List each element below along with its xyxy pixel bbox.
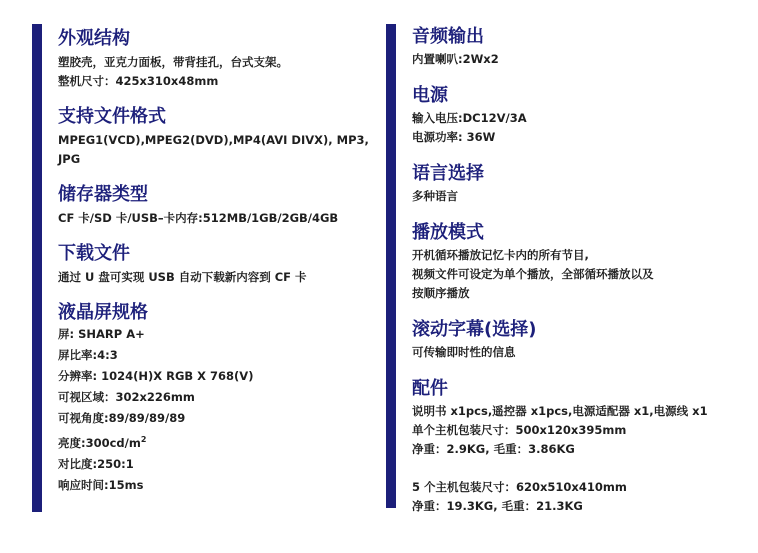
section-title-appearance: 外观结构 xyxy=(58,28,130,49)
file-formats-line-2: JPG xyxy=(58,152,81,166)
left-spec-column xyxy=(32,24,382,512)
lcd-line-response-time: 响应时间:15ms xyxy=(58,477,144,492)
lcd-brightness-superscript: 2 xyxy=(140,435,147,444)
section-storage xyxy=(58,184,382,228)
section-download xyxy=(58,243,382,287)
section-title-file-formats: 支持文件格式 xyxy=(58,106,166,127)
accessories-line-1: 说明书 x1pcs,遥控器 x1pcs,电源适配器 x1,电源线 x1 xyxy=(412,404,708,418)
section-appearance xyxy=(58,24,382,91)
audio-line-1: 内置喇叭:2Wx2 xyxy=(412,52,499,66)
appearance-line-2: 整机尺寸：425x310x48mm xyxy=(58,74,219,88)
playback-line-1: 开机循环播放记忆卡内的所有节目, xyxy=(412,248,589,262)
lcd-brightness-text: 亮度:300cd/m xyxy=(58,435,141,450)
right-spec-column xyxy=(386,24,756,513)
lcd-line-panel: 屏: SHARP A+ xyxy=(58,327,145,341)
section-title-power: 电源 xyxy=(412,85,448,106)
lcd-line-viewing-angle: 可视角度:89/89/89/89 xyxy=(58,411,186,425)
accessories-line-2: 单个主机包装尺寸：500x120x395mm xyxy=(412,423,627,437)
power-line-2: 电源功率: 36W xyxy=(412,130,496,144)
section-scrolling-text xyxy=(412,319,756,362)
section-title-accessories: 配件 xyxy=(412,378,448,399)
section-title-scrolling-text: 滚动字幕(选择) xyxy=(412,319,537,340)
section-lcd-spec xyxy=(58,302,382,495)
storage-line-1: CF 卡/SD 卡/USB–卡内存:512MB/1GB/2GB/4GB xyxy=(58,211,339,225)
section-title-language: 语言选择 xyxy=(412,163,484,184)
section-playback-mode xyxy=(412,222,756,303)
playback-line-3: 按顺序播放 xyxy=(412,286,470,300)
scrolling-text-line-1: 可传输即时性的信息 xyxy=(412,345,516,359)
section-title-download: 下载文件 xyxy=(58,243,130,264)
download-line-1: 通过 U 盘可实现 USB 自动下载新内容到 CF 卡 xyxy=(58,270,307,284)
accessories-line-6: 净重：19.3KG, 毛重：21.3KG xyxy=(412,499,583,513)
section-file-formats xyxy=(58,106,382,169)
lcd-line-viewing-area: 可视区域：302x226mm xyxy=(58,390,195,404)
section-title-audio: 音频输出 xyxy=(412,26,484,47)
power-line-1: 输入电压:DC12V/3A xyxy=(412,111,527,125)
appearance-line-1: 塑胶壳，亚克力面板，带背挂孔，台式支架。 xyxy=(58,55,288,69)
language-line-1: 多种语言 xyxy=(412,189,458,203)
file-formats-line-1: MPEG1(VCD),MPEG2(DVD),MP4(AVI DIVX), MP3, xyxy=(58,133,369,147)
section-title-playback-mode: 播放模式 xyxy=(412,222,484,243)
section-title-storage: 储存器类型 xyxy=(58,184,148,205)
section-title-lcd-spec: 液晶屏规格 xyxy=(58,302,148,323)
accessories-blank-line xyxy=(412,459,756,478)
accessories-line-5: 5 个主机包装尺寸：620x510x410mm xyxy=(412,480,627,494)
section-accessories xyxy=(412,378,756,516)
lcd-line-ratio: 屏比率:4:3 xyxy=(58,348,118,362)
lcd-line-brightness xyxy=(58,430,382,453)
lcd-line-contrast: 对比度:250:1 xyxy=(58,456,134,471)
section-power xyxy=(412,85,756,147)
playback-line-2: 视频文件可设定为单个播放，全部循环播放以及 xyxy=(412,267,654,281)
section-audio xyxy=(412,24,756,69)
accessories-line-3: 净重：2.9KG, 毛重：3.86KG xyxy=(412,442,575,456)
lcd-line-resolution: 分辨率: 1024(H)X RGB X 768(V) xyxy=(58,369,254,383)
section-language xyxy=(412,163,756,206)
